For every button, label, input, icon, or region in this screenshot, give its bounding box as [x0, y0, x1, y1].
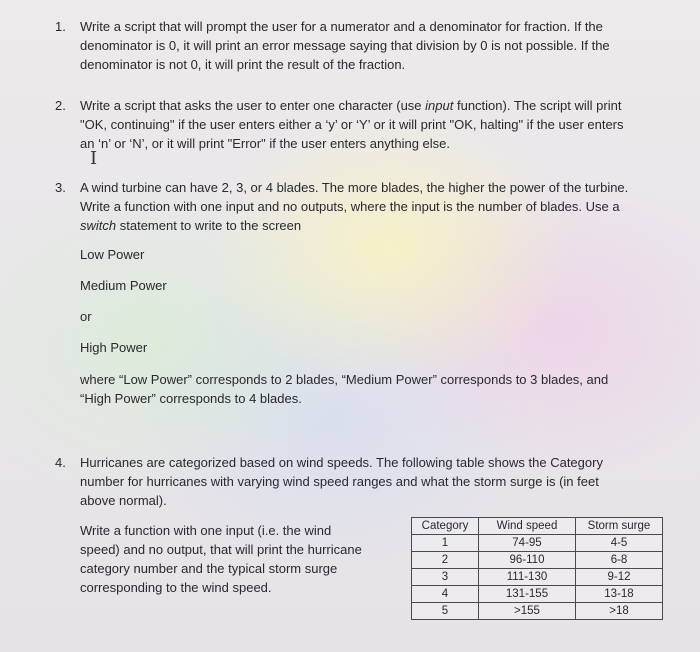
hurricane-table	[411, 517, 663, 620]
header-category: Category	[412, 518, 479, 535]
question-text-line: speed) and no output, that will print the hurricane	[80, 542, 362, 557]
question-text-line: denominator is 0, it will print an error message saying that division by 0 is not possible. If the	[80, 38, 610, 53]
table-row	[412, 586, 663, 603]
question-number: 3.	[55, 180, 66, 195]
cell-storm-surge: >18	[576, 603, 663, 620]
question-text-line: number for hurricanes with varying wind speed ranges and what the storm surge is (in feet	[80, 474, 599, 489]
output-option: Medium Power	[80, 278, 167, 293]
question-number: 2.	[55, 98, 66, 113]
cell-wind-speed: 74-95	[479, 535, 576, 552]
question-text-line: Write a script that will prompt the user for a numerator and a denominator for fraction. If the	[80, 19, 603, 34]
question-text-line: category number and the typical storm surge	[80, 561, 338, 576]
question-text-line: Write a script that asks the user to enter one character (use input function). The script will print	[80, 98, 622, 113]
cell-storm-surge: 4-5	[576, 535, 663, 552]
cell-wind-speed: 111-130	[479, 569, 576, 586]
keyword-italic: switch	[80, 218, 117, 233]
header-storm-surge: Storm surge	[576, 518, 663, 535]
cell-storm-surge: 13-18	[576, 586, 663, 603]
function-name-italic: input	[425, 98, 454, 113]
table-row	[412, 569, 663, 586]
cell-category: 2	[412, 552, 479, 569]
table-row	[412, 552, 663, 569]
cell-wind-speed: >155	[479, 603, 576, 620]
question-text-line: where “Low Power” corresponds to 2 blades, “Medium Power” corresponds to 3 blades, and	[80, 372, 609, 387]
output-option: or	[80, 309, 92, 324]
cell-wind-speed: 96-110	[479, 552, 576, 569]
text-cursor-icon: I	[90, 148, 98, 169]
question-text-line: denominator is not 0, it will print the result of the fraction.	[80, 57, 406, 72]
output-option: High Power	[80, 340, 148, 355]
cell-category: 4	[412, 586, 479, 603]
question-number: 1.	[55, 19, 66, 34]
question-text-line: "OK, continuing" if the user enters either a ‘y’ or ‘Y’ or it will print "OK, halting" if the user enters	[80, 117, 624, 132]
table-row	[412, 603, 663, 620]
question-text-line: Write a function with one input (i.e. the wind	[80, 523, 332, 538]
cell-category: 5	[412, 603, 479, 620]
where-text	[80, 370, 680, 408]
question-4-instructions	[80, 521, 410, 597]
cell-wind-speed: 131-155	[479, 586, 576, 603]
question-text-line: switch statement to write to the screen	[80, 218, 302, 233]
header-wind-speed: Wind speed	[479, 518, 576, 535]
cell-storm-surge: 9-12	[576, 569, 663, 586]
table-row	[412, 535, 663, 552]
question-text-line: an ‘n’ or ‘N’, or it will print "Error" if the user enters anything else.	[80, 136, 451, 151]
question-text-line: corresponding to the wind speed.	[80, 580, 272, 595]
cell-category: 3	[412, 569, 479, 586]
cell-storm-surge: 6-8	[576, 552, 663, 569]
question-text-line: above normal).	[80, 493, 167, 508]
question-number: 4.	[55, 455, 66, 470]
question-text-line: “High Power” corresponds to 4 blades.	[80, 391, 302, 406]
output-option: Low Power	[80, 247, 145, 262]
cell-category: 1	[412, 535, 479, 552]
table-header-row	[412, 518, 663, 535]
question-text-line: Hurricanes are categorized based on wind speeds. The following table shows the Category	[80, 455, 603, 470]
question-text-line: A wind turbine can have 2, 3, or 4 blades. The more blades, the higher the power of the turbine.	[80, 180, 629, 195]
question-text-line: Write a function with one input and no outputs, where the input is the number of blades. Use a	[80, 199, 620, 214]
